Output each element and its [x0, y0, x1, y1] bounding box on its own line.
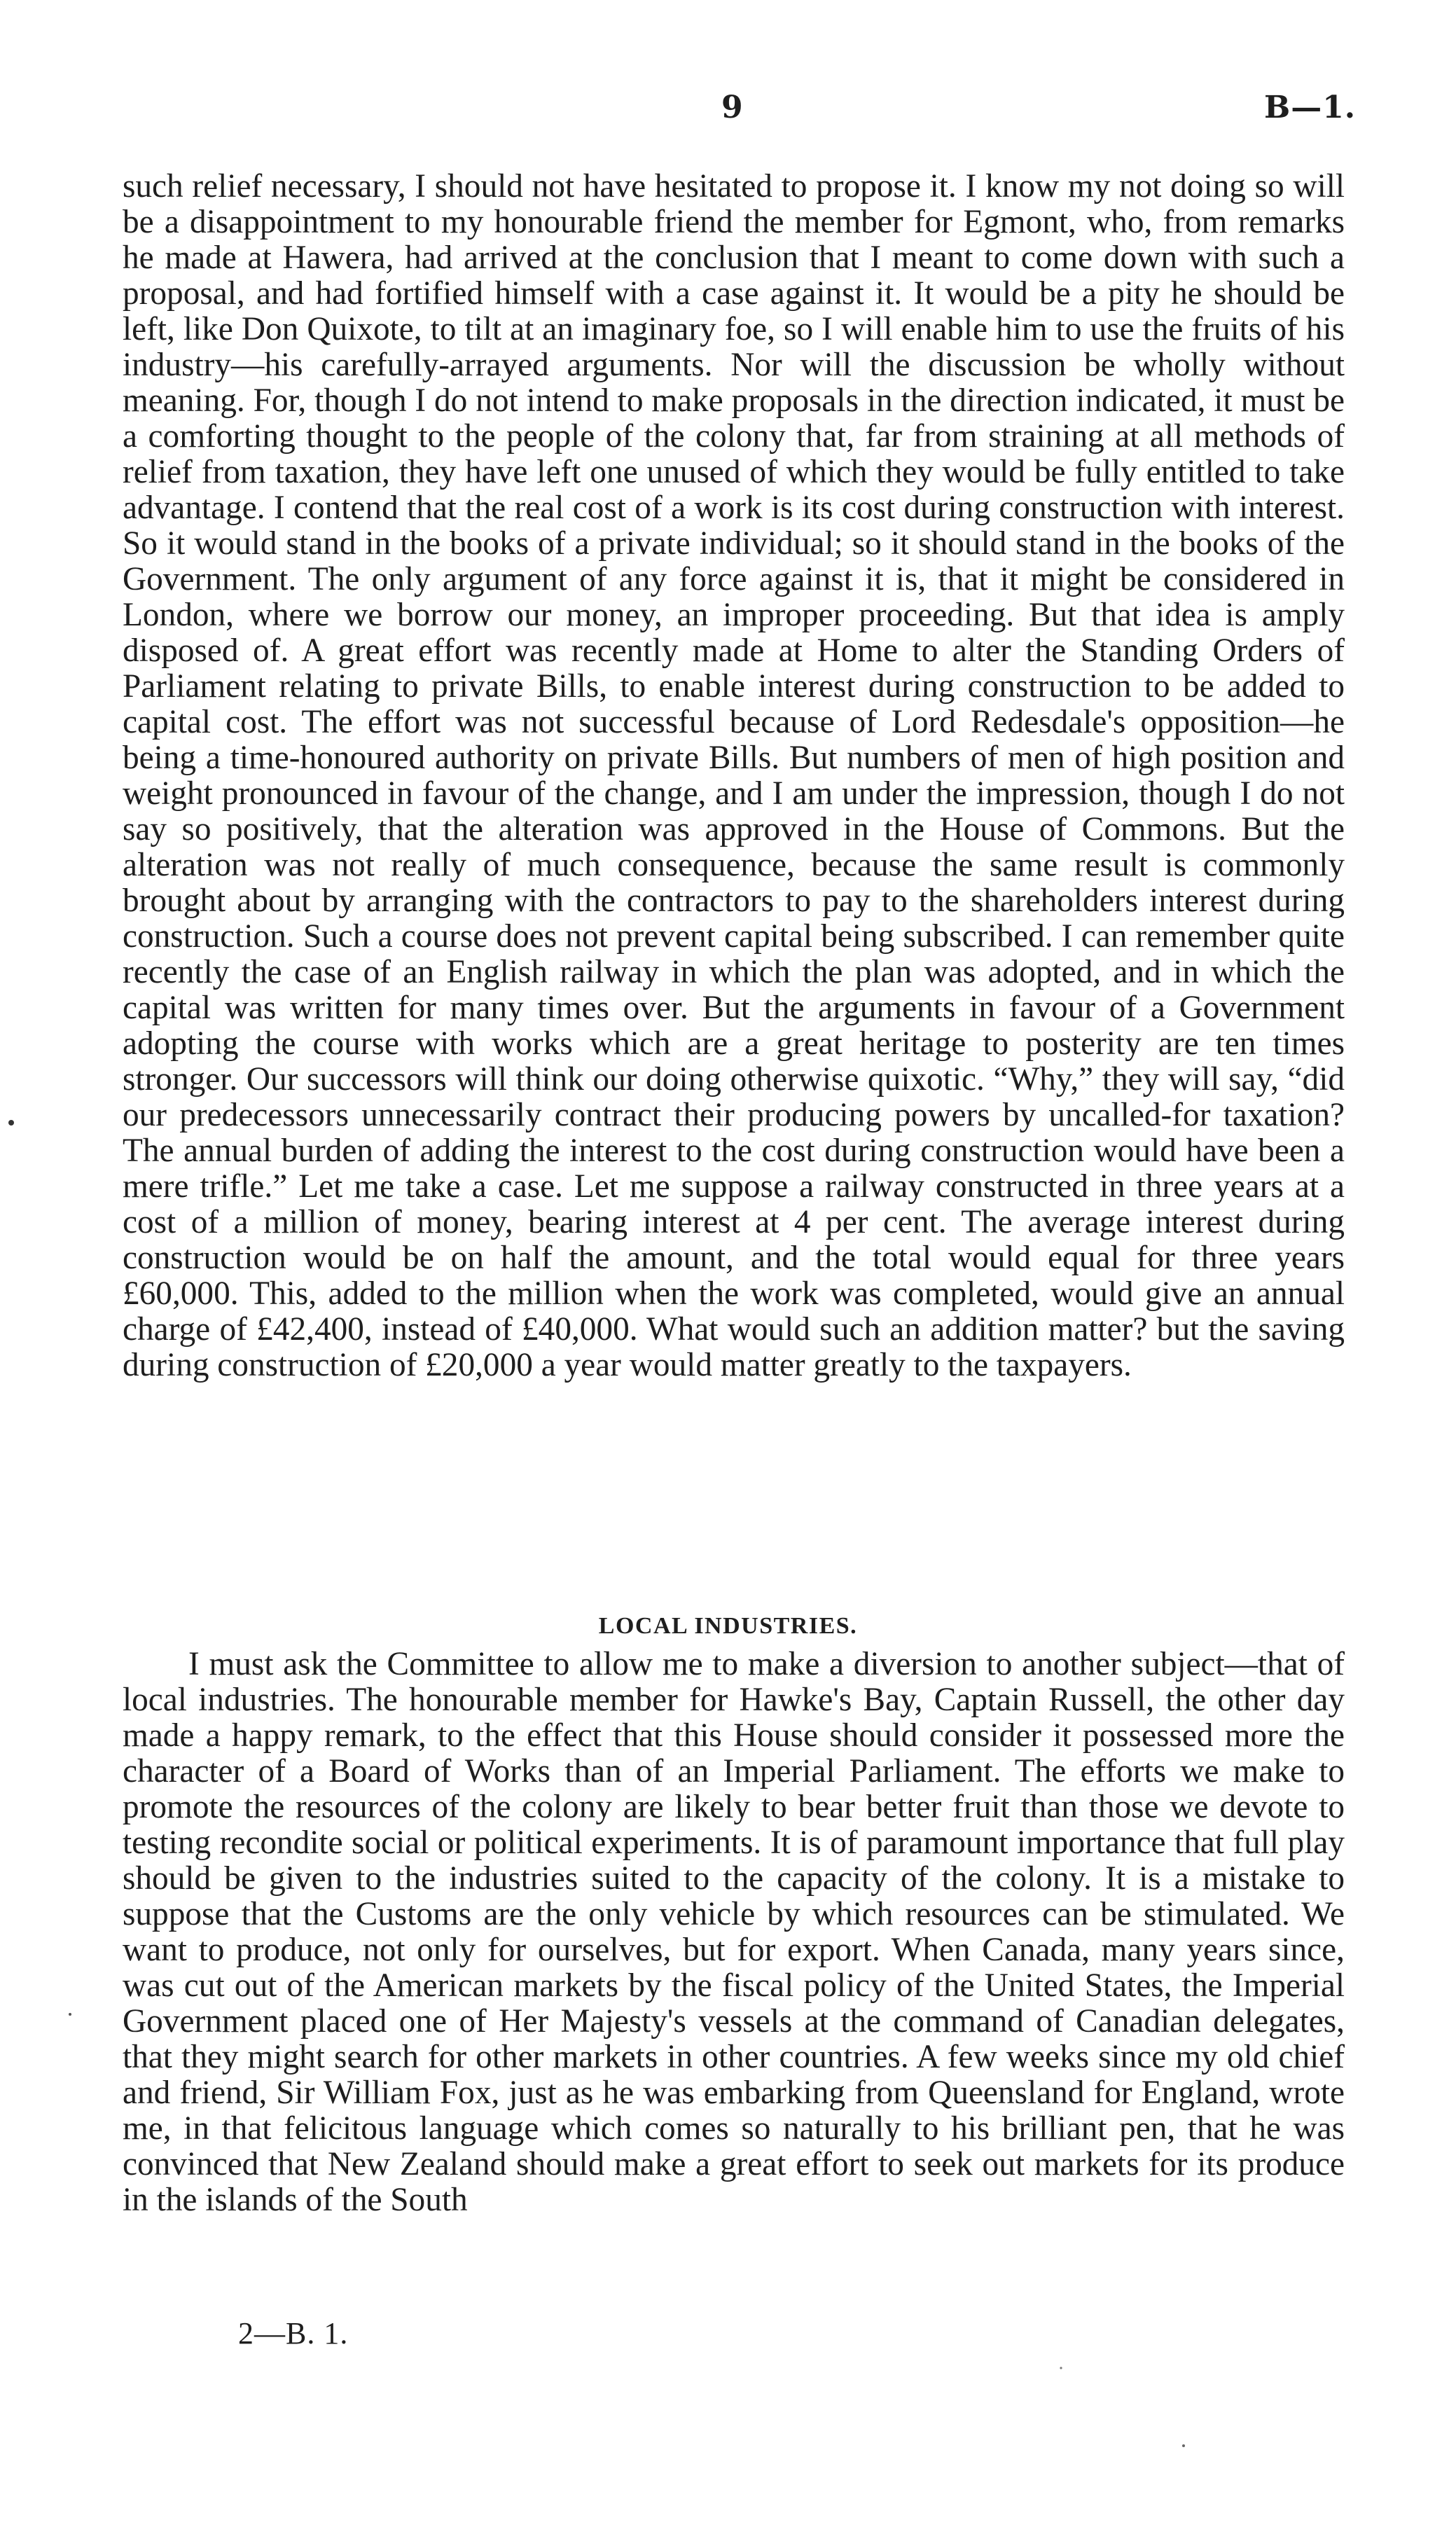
paragraph-relief-taxation: such relief necessary, I should not have hesitated to propose it. I know my not doing so will be a disappointment to my honourable friend the member for Egmont, who, from remarks he made at Hawera, had arrived at the conclusion that I meant to come down with such a proposal, and had fortified himself with a case against it. It would be a pity he should be left, like Don Quixote, to tilt at an imaginary foe, so I will enable him to use the fruits of his industry—his carefully-arrayed arguments. Nor will the discussion be wholly without meaning. For, though I do not intend to make proposals in the direction indicated, it must be a comforting thought to the people of the colony that, far from straining at all methods of relief from taxation, they have left one unused of which they would be fully entitled to take advantage. I contend that the real cost of a work is its cost during construction with interest. So it would stand in the books of a private individual; so it should stand in the books of the Government. The only argument of any force against it is, that it might be considered in London, where we borrow our money, an improper proceeding. But that idea is amply disposed of. A great effort was recently made at Home to alter the Standing Orders of Parliament relating to private Bills, to enable interest during construction to be added to capital cost. The effort was not successful because of Lord Redesdale's opposition—he being a time-honoured authority on private Bills. But numbers of men of high position and weight pronounced in favour of the change, and I am under the impression, though I do not say so positively, that the alteration was approved in the House of Commons. But the alteration was not really of much consequence, because the same result is commonly brought about by arranging with the contractors to pay to the shareholders interest during construction. Such a course does not prevent capital being subscribed. I can remember quite recently the case of an English railway in which the plan was adopted, and in which the capital was written for many times over. But the arguments in favour of a Government adopting the course with works which are a great heritage to posterity are ten times stronger. Our successors will think our doing otherwise quixotic. “Why,” they will say, “did our predecessors unnecessarily contract their producing powers by uncalled-for taxation? The annual burden of adding the interest to the cost during construction would have been a mere trifle.” Let me take a case. Let me suppose a railway constructed in three years at a cost of a million of money, bearing interest at 4 per cent. The average interest during construction would be on half the amount, and the total would equal for three years £60,000. This, added to the million when the work was completed, would give an annual charge of £42,400, instead of £40,000. What would such an addition matter? but the saving during construction of £20,000 a year would matter greatly to the taxpayers. — [123, 168, 1345, 1383]
section-heading-local-industries: LOCAL INDUSTRIES. — [598, 1613, 858, 1639]
sheet-signature: 2—B. 1. — [238, 2316, 349, 2350]
document-reference: B—1. — [1264, 90, 1357, 125]
speck-mark — [69, 2013, 71, 2016]
paragraph-local-industries: I must ask the Committee to allow me to make a diversion to another subject—that of local industries. The honourable member for Hawke's Bay, Captain Russell, the other day made a happy remark, to the effect that this House should consider it possessed more the character of a Board of Works than of an Imperial Parliament. The efforts we make to promote the resources of the colony are likely to bear better fruit than those we devote to testing recondite social or political experiments. It is of paramount importance that full play should be given to the industries suited to the capacity of the colony. It is a mistake to suppose that the Customs are the only vehicle by which resources can be stimulated. We want to produce, not only for ourselves, but for export. When Canada, many years since, was cut out of the American markets by the fiscal policy of the United States, the Imperial Government placed one of Her Majesty's vessels at the command of Canadian delegates, that they might search for other markets in other countries. A few weeks since my old chief and friend, Sir William Fox, just as he was embarking from Queensland for England, wrote me, in that felicitous language which comes so naturally to his brilliant pen, that he was convinced that New Zealand should make a great effort to seek out markets for its produce in the islands of the South — [123, 1646, 1345, 2218]
page-number: 9 — [721, 90, 744, 125]
speck-mark — [1060, 2367, 1062, 2369]
speck-mark — [8, 1120, 14, 1126]
speck-mark — [1182, 2444, 1185, 2447]
